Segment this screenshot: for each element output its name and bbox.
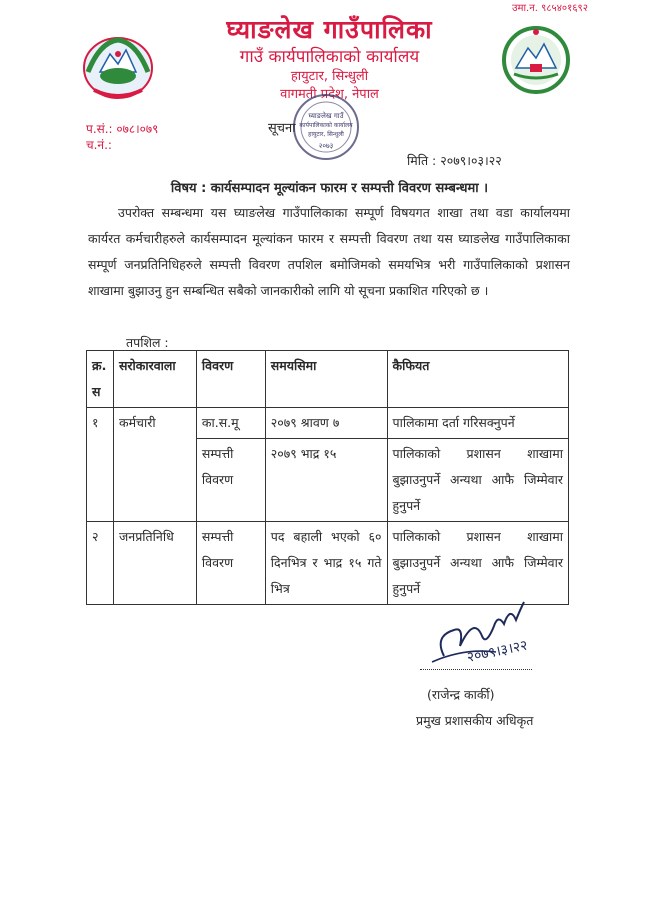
row-serial: २ — [87, 522, 114, 605]
letter-date: मिति : २०७९।०३।२२ — [407, 153, 502, 168]
row-deadline: २०७९ श्रावण ७ — [265, 408, 387, 439]
table-row — [87, 408, 569, 439]
row-stakeholder: कर्मचारी — [113, 408, 196, 522]
signature-line — [420, 668, 532, 670]
header-detail: विवरण — [196, 351, 265, 408]
stamp-text-2: कार्यपालिकाको कार्यालय — [299, 122, 353, 129]
row-stakeholder: जनप्रतिनिधि — [113, 522, 196, 605]
notice-body-text: उपरोक्त सम्बन्धमा यस घ्याङलेख गाउँपालिकाका सम्पूर्ण विषयगत शाखा तथा वडा कार्यालयमा कार्यरत कर्मचारीहरुले कार्यसम्पादन मूल्यांकन फारम र सम्पत्ती विवरण तथा यस घ्याङलेख गाउँपालिकाका सम्पूर्ण जनप्रतिनिधिहरुले सम्पत्ती विवरण तपशिल बमोजिमको समयभित्र भरी गाउँपालिकाको प्रशासन शाखामा बुझाउनु हुन सम्बन्धित सबैको जानकारीको लागि यो सूचना प्रकाशित गरिएको छ । — [88, 205, 570, 298]
address-line-1: हायुटार, सिन्धुली — [290, 69, 369, 84]
signature-date: २०७९।३।२२ — [465, 637, 530, 666]
notice-body — [88, 200, 570, 304]
header-remark: कैफियत — [387, 351, 569, 408]
office-name: गाउँ कार्यपालिकाको कार्यालय — [239, 47, 420, 67]
header-stakeholder: सरोकारवाला — [113, 351, 196, 408]
row-deadline: पद बहाली भएको ६० दिनभित्र र भाद्र १५ गते भित्र — [265, 522, 387, 605]
table-row — [87, 522, 569, 605]
row-remark: पालिकामा दर्ता गरिसक्नुपर्ने — [387, 408, 569, 439]
row-remark: पालिकाको प्रशासन शाखामा बुझाउनुपर्ने अन्यथा आफै जिम्मेवार हुनुपर्ने — [387, 522, 569, 605]
row-deadline: २०७९ भाद्र १५ — [265, 439, 387, 522]
row-remark: पालिकाको प्रशासन शाखामा बुझाउनुपर्ने अन्यथा आफै जिम्मेवार हुनुपर्ने — [387, 439, 569, 522]
dispatch-number: च.नं.: — [86, 138, 112, 152]
stamp-text-3: हायुटार, सिन्धुली — [308, 131, 344, 138]
office-stamp — [286, 92, 366, 162]
address-line-2: वागमती प्रदेश, नेपाल — [280, 87, 379, 102]
stamp-text-1: घ्याङलेख गाउँ — [308, 112, 344, 120]
stamp-text-4: २०७३ — [318, 142, 334, 150]
top-reference: उमा.न. ९८५४०१६९२ — [512, 3, 588, 14]
municipality-title: घ्याङलेख गाउँपालिका — [226, 15, 433, 44]
subject-line: विषय : कार्यसम्पादन मूल्यांकन फारम र सम्पत्ती विवरण सम्बन्धमा । — [170, 181, 489, 196]
table-lead: तपशिल : — [126, 335, 169, 350]
row-detail: सम्पत्ती विवरण — [196, 439, 265, 522]
row-detail: का.स.मू — [196, 408, 265, 439]
notice-label: सूचना — [268, 121, 296, 136]
reference-number: प.सं.: ०७८।०७९ — [86, 122, 159, 136]
row-detail: सम्पत्ती विवरण — [196, 522, 265, 605]
handwritten-signature — [424, 596, 554, 674]
header-deadline: समयसिमा — [265, 351, 387, 408]
header-serial: क्र. स — [87, 351, 114, 408]
signatory-designation: प्रमुख प्रशासकीय अधिकृत — [416, 713, 534, 728]
details-table — [86, 350, 569, 605]
table-header-row — [87, 351, 569, 408]
row-serial: १ — [87, 408, 114, 522]
signatory-name: (राजेन्द्र कार्की) — [427, 687, 495, 702]
